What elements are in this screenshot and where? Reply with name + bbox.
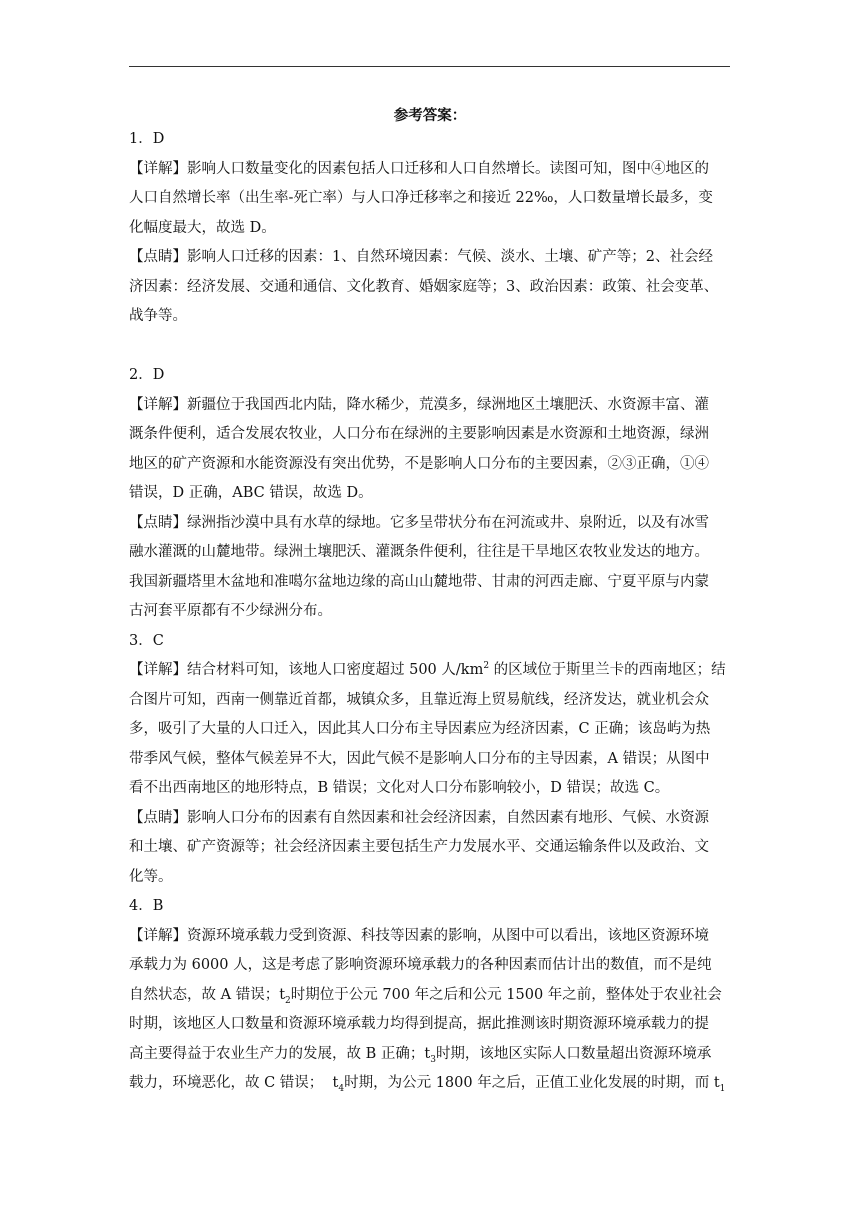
q1-line: 【详解】影响人口数量变化的因素包括人口迁移和人口自然增长。读图可知，图中④地区的 [129,160,709,177]
q3-text: 的区域位于斯里兰卡的西南地区；结 [489,662,726,678]
q3-line: 和土壤、矿产资源等；社会经济因素主要包括生产力发展水平、交通运输条件以及政治、文 [129,839,709,855]
q3-line: 化等。 [129,868,173,885]
q2-line: 【点睛】绿洲指沙漠中具有水草的绿地。它多呈带状分布在河流或井、泉附近，以及有冰雪 [129,514,709,531]
q4-text: 高主要得益于农业生产力的发展，故 B 正确；t [129,1045,431,1062]
q1-line: 化幅度最大，故选 D。 [129,219,276,236]
q2-line: 地区的矿产资源和水能资源没有突出优势，不是影响人口分布的主要因素，②③正确，①④ [129,455,709,472]
q2-number: 2．D [129,367,165,383]
q1-line: 【点睛】影响人口迁移的因素：1、自然环境因素：气候、淡水、土壤、矿产等；2、社会经 [129,249,713,265]
q4-text: t [332,1075,339,1091]
q1-line: 济因素：经济发展、交通和通信、文化教育、婚姻家庭等；3、政治因素：政策、社会变革、 [129,278,719,295]
header-rule [129,66,730,67]
q3-text: 【详解】结合材料可知，该地人口密度超过 500 人/km [129,662,484,678]
q3-number: 3．C [129,632,164,649]
answer-title: 参考答案： [393,107,467,124]
q3-line: 带季风气候，整体气候差异不大，因此气候不是影响人口分布的主导因素，A 错误；从图中 [129,750,710,767]
q1-line: 人口自然增长率（出生率-死亡率）与人口净迁移率之和接近 22‰，人口数量增长最多，变 [129,190,713,206]
q4-line [129,1040,731,1070]
subscript: 2 [285,995,291,1006]
q3-line: 【点睛】影响人口分布的因素有自然因素和社会经济因素，自然因素有地形、气候、水资源 [129,809,709,826]
q2-line: 融水灌溉的山麓地带。绿洲土壤肥沃、灌溉条件便利，往往是干旱地区农牧业发达的地方。 [129,544,709,560]
q4-text: 时期，为公元 1800 年之后，正值工业化发展的时期，而 t [344,1075,720,1091]
q2-line: 【详解】新疆位于我国西北内陆，降水稀少，荒漠多，绿洲地区土壤肥沃、水资源丰富、灌 [129,396,709,413]
q4-text: 载力，环境恶化，故 C 错误； [129,1075,324,1091]
q3-line [129,656,731,686]
q2-line: 我国新疆塔里木盆地和准噶尔盆地边缘的高山山麓地带、甘肃的河西走廊、宁夏平原与内蒙 [129,573,709,590]
q3-line: 多，吸引了大量的人口迁入，因此其人口分布主导因素应为经济因素，C 正确；该岛屿为热 [129,721,711,737]
q4-line: 【详解】资源环境承载力受到资源、科技等因素的影响，从图中可以看出，该地区资源环境 [129,927,709,944]
q4-line: 时期，该地区人口数量和资源环境承载力均得到提高，据此推测该时期资源环境承载力的提 [129,1016,709,1032]
q2-line: 错误，D 正确，ABC 错误，故选 D。 [129,485,373,501]
subscript: 3 [430,1054,436,1065]
q2-line: 古河套平原都有不少绿洲分布。 [129,603,332,619]
q3-line: 看不出西南地区的地形特点，B 错误；文化对人口分布影响较小，D 错误；故选 C。 [129,780,670,796]
q4-line [129,981,731,1011]
spacer [129,332,731,362]
q4-line: 承载力为 6000 人，这是考虑了影响资源环境承载力的各种因素而估计出的数值，而不是纯 [129,957,712,973]
superscript: 2 [483,661,490,672]
subscript: 4 [338,1083,345,1094]
q4-text: 自然状态，故 A 错误；t [129,986,286,1003]
q1-number: 1．D [129,131,165,147]
answer-body [129,125,731,1099]
q4-text: 时期，该地区实际人口数量超出资源环境承 [435,1045,712,1062]
q4-line [129,1069,731,1099]
q2-line: 溉条件便利，适合发展农牧业，人口分布在绿洲的主要影响因素是水资源和土地资源，绿洲 [129,426,709,442]
q4-number: 4．B [129,898,164,914]
q1-line: 战争等。 [129,308,187,324]
q4-text: 时期位于公元 700 年之后和公元 1500 年之前，整体处于农业社会 [290,986,722,1003]
subscript: 1 [719,1083,726,1094]
q3-line: 合图片可知，西南一侧靠近首都，城镇众多，且靠近海上贸易航线，经济发达，就业机会众 [129,691,709,708]
